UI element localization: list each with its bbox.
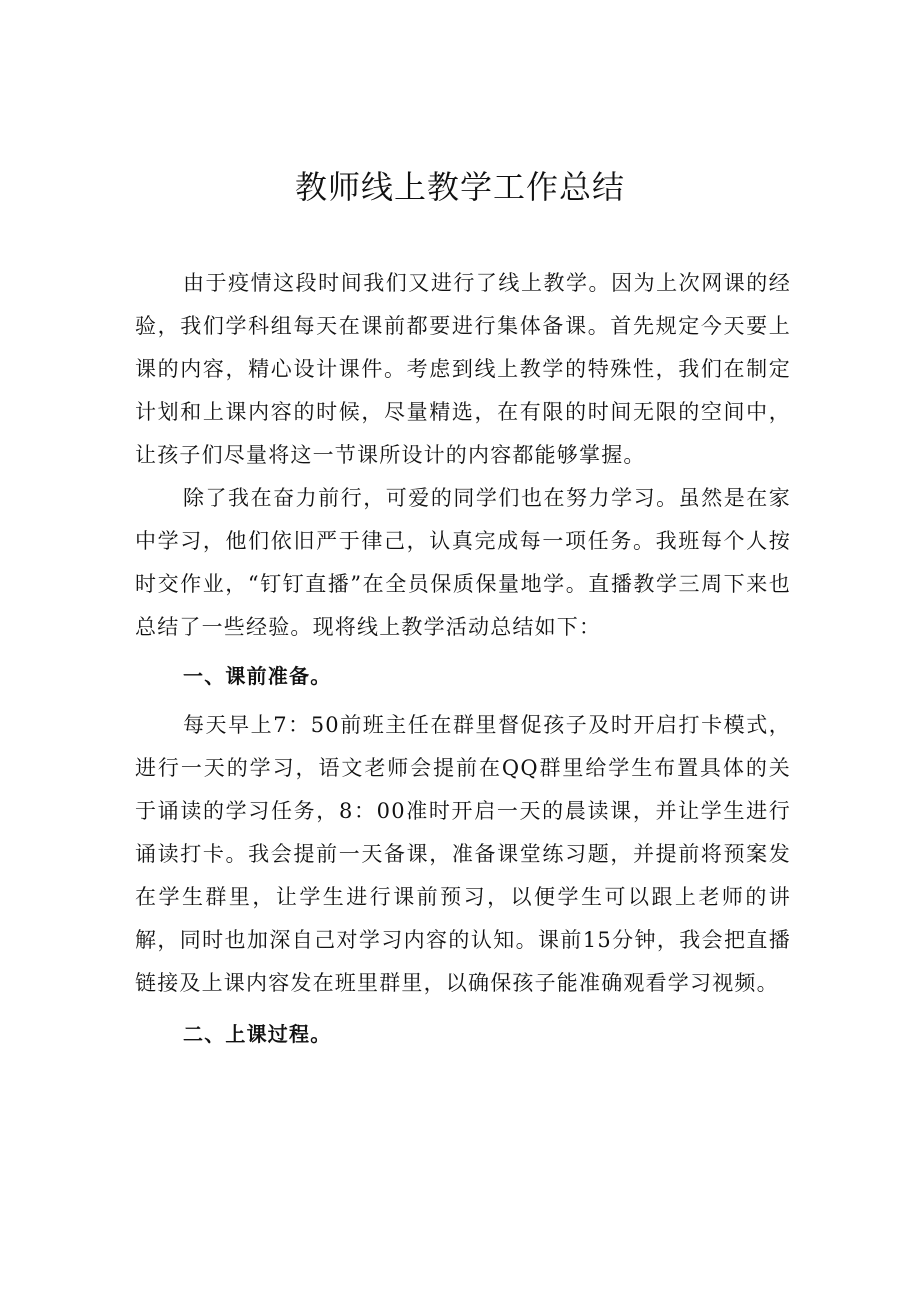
document-body xyxy=(135,262,791,1056)
section-heading: 二、上课过程。 xyxy=(183,1022,332,1046)
body-paragraph: 由于疫情这段时间我们又进行了线上教学。因为上次网课的经验，我们学科组每天在课前都要进行集体备课。首先规定今天要上课的内容，精心设计课件。考虑到线上教学的特殊性，我们在制定计划和上课内容的时候，尽量精选，在有限的时间无限的空间中，让孩子们尽量将这一节课所设计的内容都能够掌握。 xyxy=(135,271,791,467)
body-paragraph: 除了我在奋力前行，可爱的同学们也在努力学习。虽然是在家中学习，他们依旧严于律己，认真完成每一项任务。我班每个人按时交作业，“钉钉直播”在全员保质保量地学。直播教学三周下来也总结了一些经验。现将线上教学活动总结如下： xyxy=(135,486,791,639)
body-paragraph: 每天早上7：50前班主任在群里督促孩子及时开启打卡模式，进行一天的学习，语文老师会提前在QQ群里给学生布置具体的关于诵读的学习任务，8：00准时开启一天的晨读课，并让学生进行诵读打卡。我会提前一天备课，准备课堂练习题，并提前将预案发在学生群里，让学生进行课前预习，以便学生可以跟上老师的讲解，同时也加深自己对学习内容的认知。课前15分钟，我会把直播链接及上课内容发在班里群里，以确保孩子能准确观看学习视频。 xyxy=(135,713,791,995)
section-heading: 一、课前准备。 xyxy=(183,664,332,688)
spacer xyxy=(135,1005,791,1013)
document-title: 教师线上教学工作总结 xyxy=(294,168,625,206)
